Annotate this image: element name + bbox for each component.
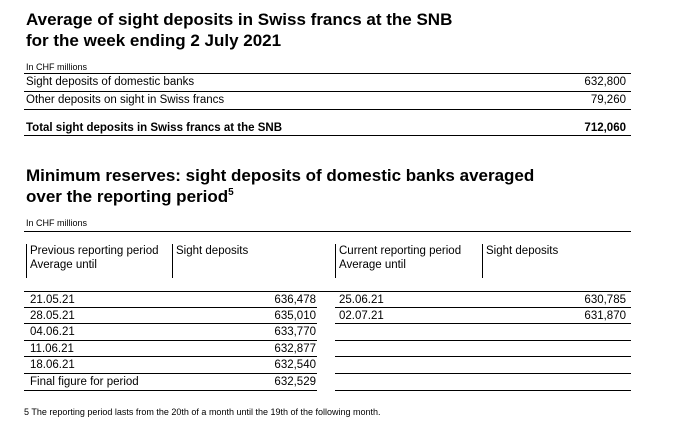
divider (24, 390, 317, 391)
divider (24, 307, 317, 308)
curr-deposits-header: Sight deposits (486, 245, 559, 257)
section2-title-line2: over the reporting period (26, 187, 229, 206)
prev-date: 04.06.21 (30, 326, 75, 338)
total-value: 712,060 (584, 122, 626, 134)
section1-title-line2: for the week ending 2 July 2021 (26, 31, 282, 50)
row-value-other: 79,260 (590, 94, 626, 106)
section2-title-line1: Minimum reserves: sight deposits of domestic banks averaged (26, 166, 535, 185)
curr-value: 631,870 (584, 310, 626, 322)
divider (24, 91, 631, 92)
curr-date: 02.07.21 (339, 310, 384, 322)
section1-title (26, 9, 646, 51)
prev-period-header-line1: Previous reporting period (30, 245, 159, 257)
header-separator (335, 244, 336, 278)
header-separator (172, 244, 173, 278)
curr-date: 25.06.21 (339, 294, 384, 306)
prev-deposits-header: Sight deposits (176, 245, 249, 257)
prev-period-header (30, 244, 159, 272)
header-separator (482, 244, 483, 278)
prev-value: 632,877 (274, 343, 316, 355)
footnote: 5 The reporting period lasts from the 20th of a month until the 19th of the following month. (24, 407, 381, 417)
prev-final-value: 632,529 (274, 376, 316, 388)
divider (24, 373, 317, 374)
section1-title-line1: Average of sight deposits in Swiss francs at the SNB (26, 10, 453, 29)
prev-date: 18.06.21 (30, 359, 75, 371)
prev-date: 11.06.21 (30, 343, 74, 355)
divider (24, 73, 631, 74)
row-value-domestic: 632,800 (584, 76, 626, 88)
section2-unit: In CHF millions (26, 218, 88, 228)
prev-value: 635,010 (274, 310, 316, 322)
prev-value: 636,478 (274, 294, 316, 306)
divider (335, 390, 631, 391)
total-label: Total sight deposits in Swiss francs at the SNB (26, 122, 283, 134)
divider (24, 356, 317, 357)
divider (24, 231, 631, 232)
prev-value: 633,770 (274, 326, 316, 338)
header-separator (26, 244, 27, 278)
divider (24, 291, 631, 292)
divider (24, 109, 631, 110)
divider (24, 340, 317, 341)
divider (335, 323, 631, 324)
prev-date: 21.05.21 (30, 294, 75, 306)
curr-value: 630,785 (584, 294, 626, 306)
divider (24, 135, 631, 136)
row-label-other: Other deposits on sight in Swiss francs (26, 94, 225, 106)
section1-unit: In CHF millions (26, 62, 88, 72)
section2-title (26, 165, 646, 207)
row-label-domestic: Sight deposits of domestic banks (26, 76, 195, 88)
curr-period-header-line2: Average until (339, 259, 406, 271)
footnote-mark: 5 (228, 187, 234, 198)
divider (335, 340, 631, 341)
prev-period-header-line2: Average until (30, 259, 97, 271)
prev-value: 632,540 (274, 359, 316, 371)
divider (335, 307, 631, 308)
curr-period-header-line1: Current reporting period (339, 245, 462, 257)
prev-final-label: Final figure for period (30, 376, 139, 388)
divider (335, 373, 631, 374)
curr-period-header (339, 244, 461, 272)
divider (24, 323, 317, 324)
divider (335, 356, 631, 357)
prev-date: 28.05.21 (30, 310, 75, 322)
